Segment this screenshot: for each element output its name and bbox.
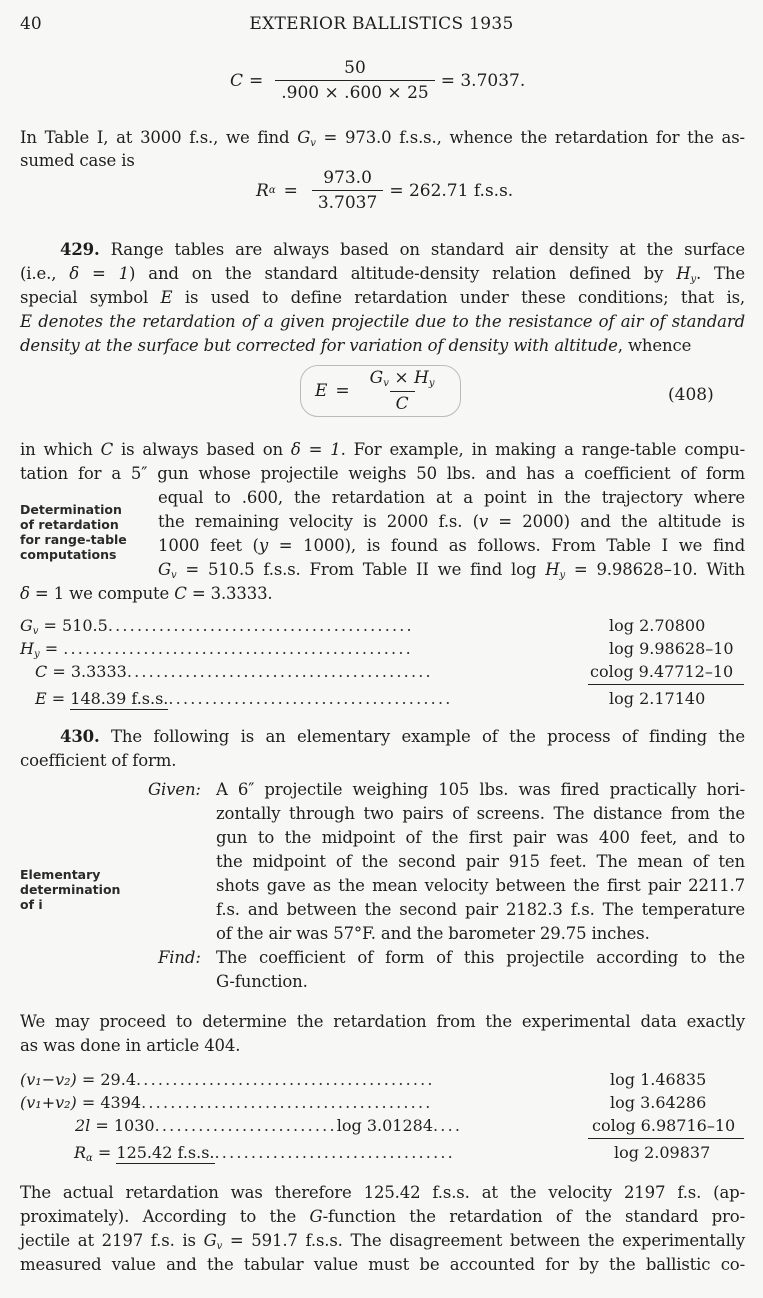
given-line: of the air was 57°F. and the barometer 29.75 inches. [216,924,650,943]
eq-c-lhs: C [230,70,244,91]
article-number: 429. [60,240,100,259]
log2-row-diff: (v₁−v₂) = 29.4......................................... [20,1070,435,1089]
paragraph-table1-line1: In Table I, at 3000 f.s., we find $G_v = 973.0$ f.s.s., whence the retardation for the as- [20,128,745,149]
margin-note-elementary: Elementary determination of i [20,867,121,912]
log2-row-ra: $R_\alpha = 125.42$ f.s.s.................................. [74,1143,455,1164]
final-line1: The actual retardation was therefore 125.42 f.s.s. at the velocity 2197 f.s. (ap- [20,1183,745,1202]
final-line4: measured value and the tabular value must be accounted for by the ballistic co- [20,1255,745,1274]
find-line: The coefficient of form of this projectile according to the [216,948,745,967]
article-430-line2: coefficient of form. [20,751,177,770]
log-row-e: E = 148.39 f.s.s........................................ [35,689,453,708]
example-line6: $G_v = 510.5$ f.s.s. From Table II we find $\log H_y = 9.98628-10$. With [158,560,746,581]
log2-value-diff: log 1.46835 [610,1070,707,1089]
given-line: shots gave as the mean velocity between the first pair 2211.7 [216,876,745,895]
eq-c-fraction [275,58,434,103]
article-429-line5: density at the surface but corrected for variation of density with altitude, whence [20,336,692,355]
eq-c-numerator: 50 [344,58,366,78]
sum-rule-2 [588,1138,744,1139]
example-line5: 1000 feet (y = 1000), is found as follows. From Table I we find [158,536,746,555]
article-429-line3: special symbol E is used to define retardation under these conditions; that is, [20,288,745,307]
log-value-hy: log 9.98628–10 [609,639,734,658]
example-line3: equal to .600, the retardation at a point in the trajectory where [158,488,745,507]
log-row-hy: $H_y$ = ................................................ [20,639,413,660]
example-line1: in which C is always based on δ = 1. For example, in making a range-table compu- [20,440,745,459]
given-line: A 6″ projectile weighing 105 lbs. was fired practically hori- [216,780,745,799]
article-430-line1: 430. The following is an elementary example of the process of finding the [60,727,745,746]
eq-ra-fraction: $\frac{973.0}{3.7037}$ [312,168,383,213]
sum-rule [588,684,744,685]
margin-note-retardation: Determination of retardation for range-table computations [20,502,127,562]
log2-row-2l: 2l = 1030.........................log 3.01284.... [75,1116,463,1135]
example-line7: δ = 1 we compute C = 3.3333. [20,584,273,603]
equation-r-alpha: R α = $\frac{973.0}{3.7037}$ = 262.71 f.s.s. [256,168,514,213]
eq-c-denominator: .900 × .600 × 25 [275,80,434,103]
equation-number: (408) [668,385,714,405]
eq-c-result: = 3.7037. [440,70,526,91]
log-row-c: C = 3.3333.......................................... [35,662,433,681]
given-line: gun to the midpoint of the first pair was 400 feet, and to [216,828,745,847]
article-429-line2: (i.e., δ = 1) and on the standard altitude-density relation defined by $H_y$. The [20,264,745,285]
example-line4: the remaining velocity is 2000 f.s. (v = 2000) and the altitude is [158,512,745,531]
paragraph-table1-line2: sumed case is [20,151,135,170]
proceed-line2: as was done in article 404. [20,1036,241,1055]
article-429-line4: E denotes the retardation of a given projectile due to the resistance of air of standard [20,312,745,331]
final-line2: proximately). According to the G-function the retardation of the standard pro- [20,1207,745,1226]
log2-value-sum: log 3.64286 [610,1093,707,1112]
find-line: G-function. [216,972,308,991]
given-label: Given: [148,780,201,799]
equation-c: C = $\frac{50}{.900 \times .600 \times 25}$ = 3.7037. [230,58,526,103]
article-429-line1: 429. Range tables are always based on standard air density at the surface [60,240,745,259]
given-line: the midpoint of the second pair 915 feet. The mean of ten [216,852,745,871]
example-line2: tation for a 5″ gun whose projectile weighs 50 lbs. and has a coefficient of form [20,464,745,483]
equation-408: E = $\frac{G_v \times H_y}{C}$ [300,365,461,417]
given-line: zontally through two pairs of screens. The distance from the [216,804,745,823]
find-label: Find: [158,948,201,967]
page-number: 40 [20,14,42,34]
log-value-gv: log 2.70800 [609,616,706,635]
given-line: f.s. and between the second pair 2182.3 f.s. The temperature [216,900,745,919]
log2-value-2l: colog 6.98716–10 [592,1116,736,1135]
log-value-e: log 2.17140 [609,689,706,708]
log2-row-sum: (v₁+v₂) = 4394........................................ [20,1093,433,1112]
final-line3: jectile at 2197 f.s. is $G_v = 591.7$ f.s.s. The disagreement between the experimentally [20,1231,745,1252]
log-row-gv: $G_v = 510.5$.......................................... [20,616,414,637]
running-title: EXTERIOR BALLISTICS 1935 [249,14,514,34]
proceed-line1: We may proceed to determine the retardation from the experimental data exactly [20,1012,745,1031]
article-number: 430. [60,727,100,746]
log-value-c: colog 9.47712–10 [590,662,734,681]
log2-value-ra: log 2.09837 [614,1143,711,1162]
